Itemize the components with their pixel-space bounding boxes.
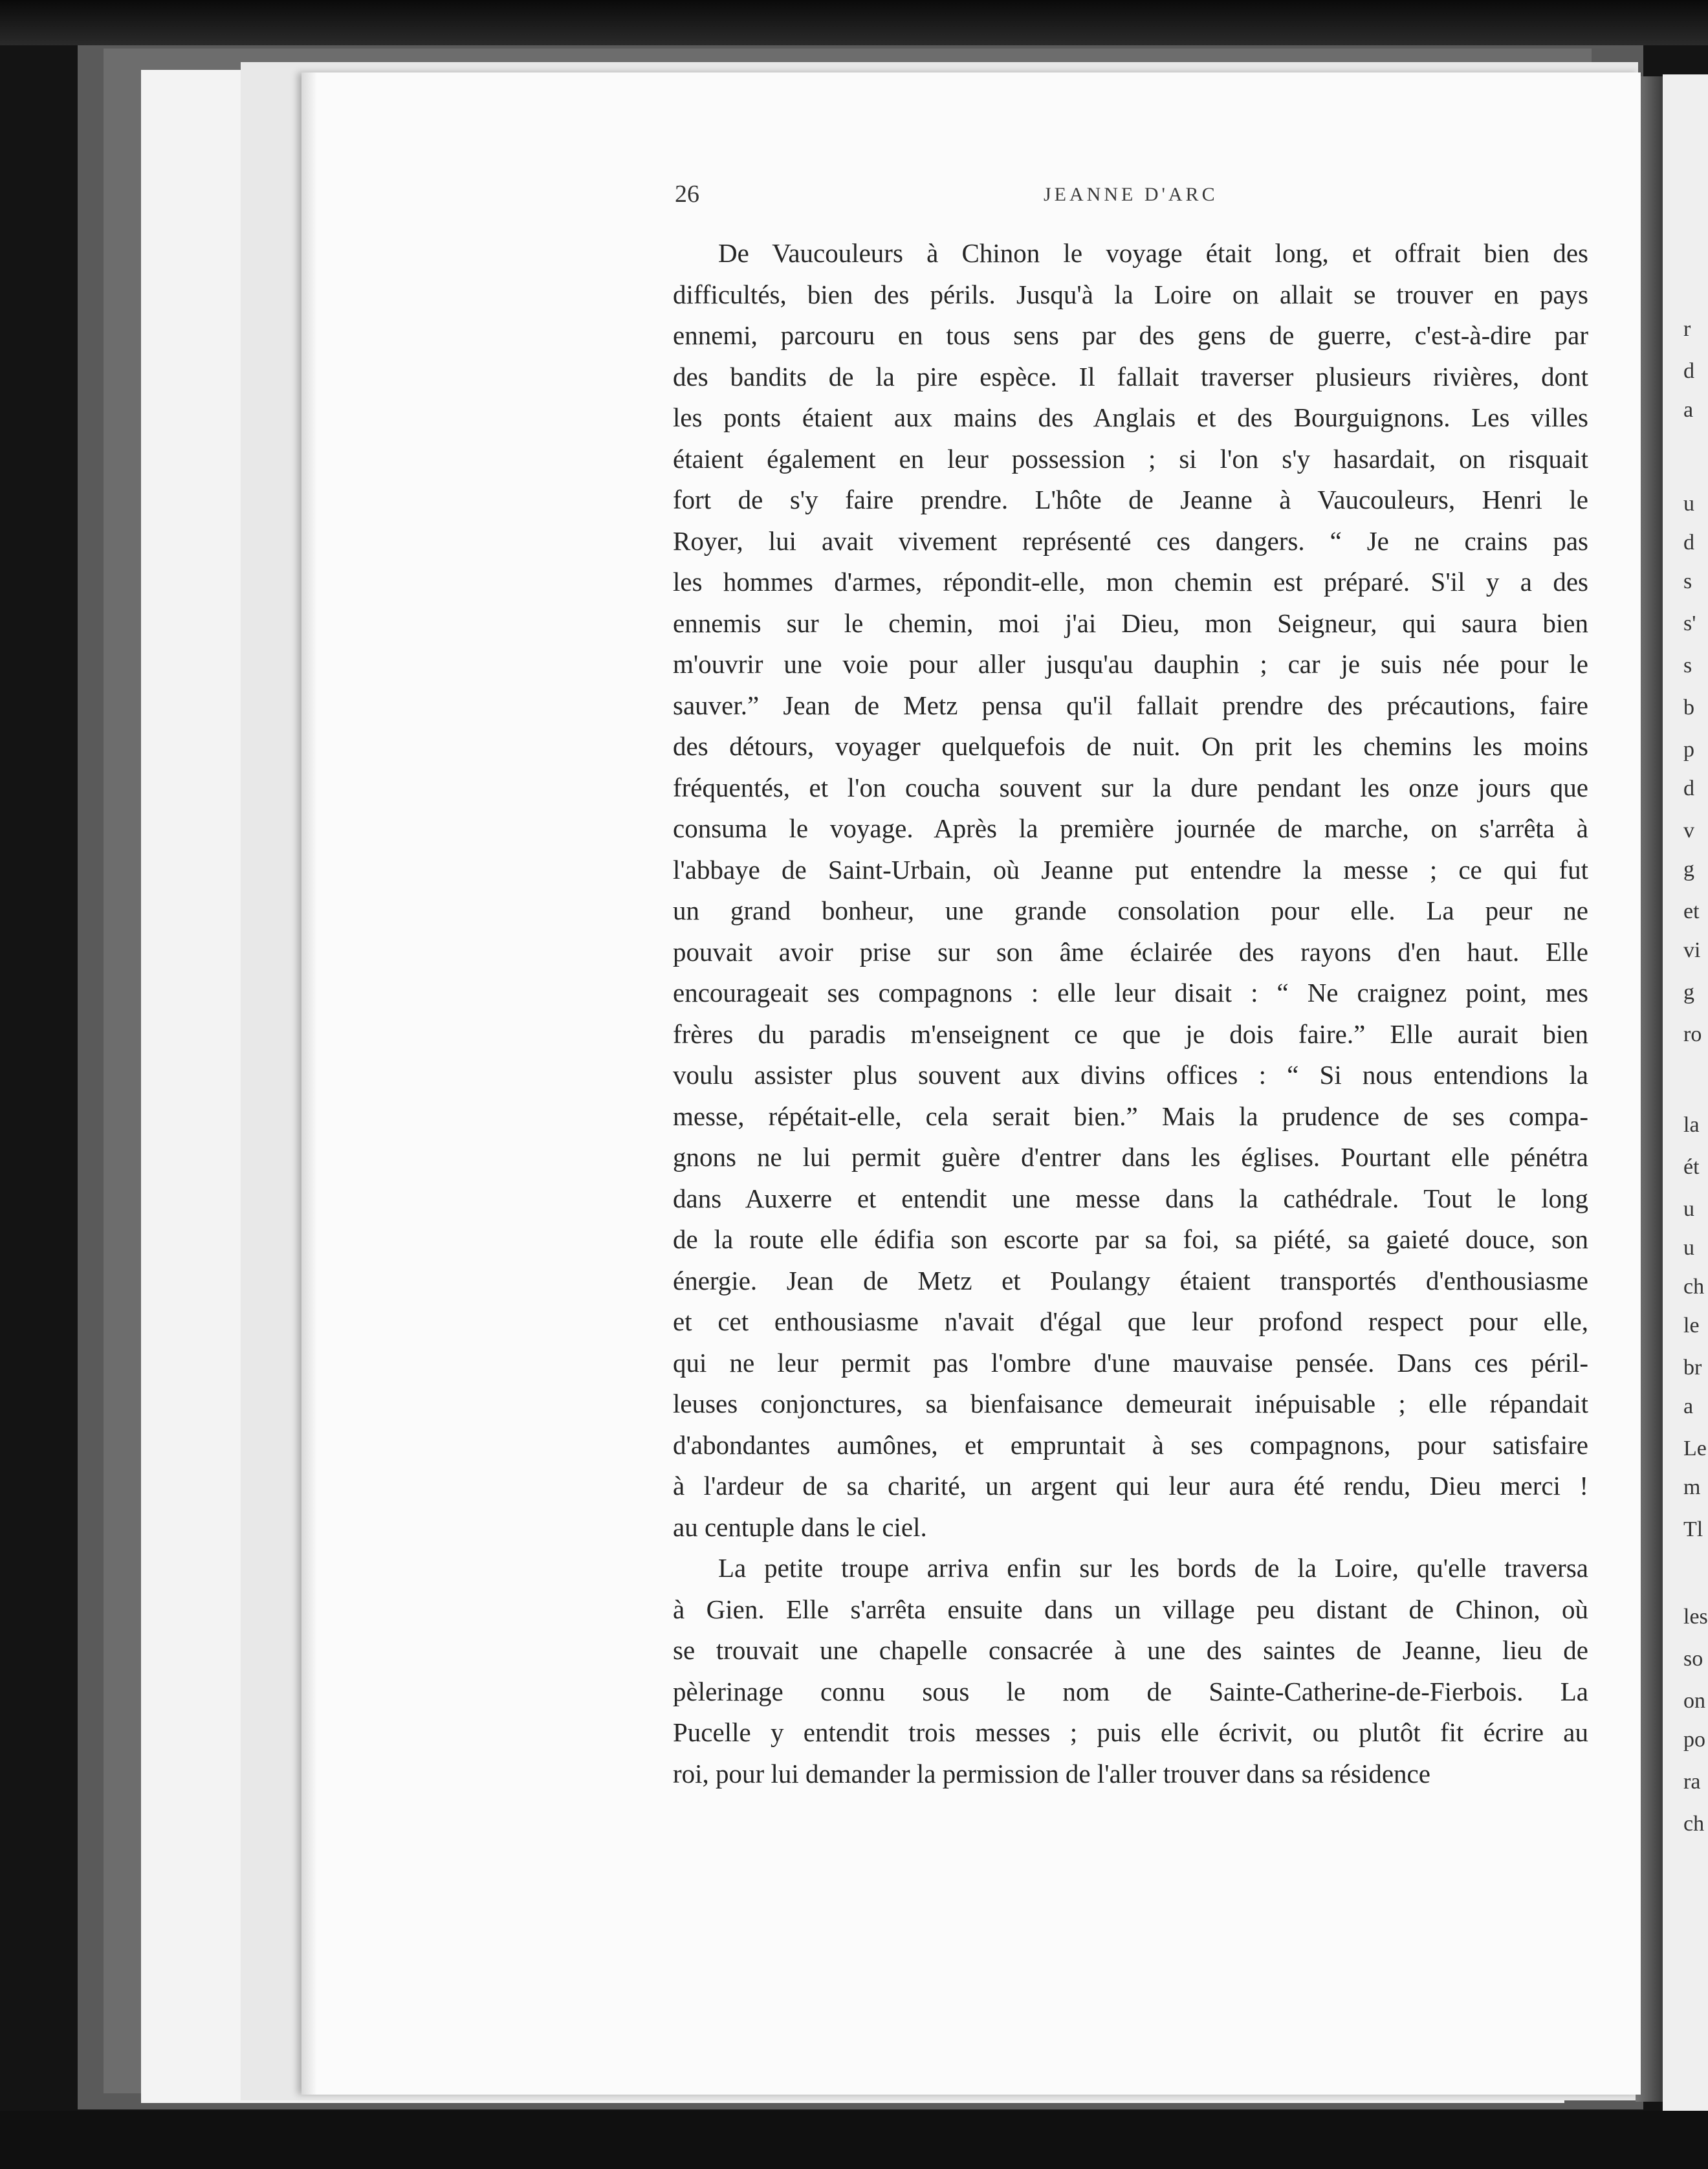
text-line: un grand bonheur, une grande consolation pour elle. La peur ne [673, 896, 1588, 925]
scanner-backdrop [0, 0, 1708, 45]
text-line: l'abbaye de Saint-Urbain, où Jeanne put entendre la messe ; ce qui fut [673, 854, 1588, 885]
text-line: dans Auxerre et entendit une messe dans la cathédrale. Tout le long [673, 1183, 1588, 1213]
facing-page-fragment: ch [1683, 1275, 1705, 1299]
text-line: pouvait avoir prise sur son âme éclairée des rayons d'en haut. Elle [673, 936, 1588, 967]
text-line: les hommes d'armes, répondit-elle, mon chemin est préparé. S'il y a des [673, 567, 1588, 597]
facing-page-fragment: s' [1683, 611, 1696, 635]
text-line: roi, pour lui demander la permission de l'aller trouver dans sa résidence [673, 1758, 1430, 1789]
facing-page-fragment: b [1683, 696, 1694, 720]
text-line: sauver.” Jean de Metz pensa qu'il fallait prendre des précautions, faire [673, 690, 1588, 720]
page-edge-shadow [301, 72, 317, 2095]
facing-page-fragment: Tl [1683, 1517, 1703, 1541]
text-line: ennemi, parcouru en tous sens par des gens de guerre, c'est-à-dire par [673, 320, 1588, 350]
text-line: et cet enthousiasme n'avait d'égal que leur profond respect pour elle, [673, 1306, 1588, 1336]
page-number: 26 [675, 181, 699, 208]
text-line: frères du paradis m'enseignent ce que je dois faire.” Elle aurait bien [673, 1018, 1588, 1049]
text-line: Pucelle y entendit trois messes ; puis elle écrivit, ou plutôt fit écrire au [673, 1717, 1588, 1747]
text-line: La petite troupe arriva enfin sur les bords de la Loire, qu'elle traversa [718, 1553, 1588, 1583]
facing-page-fragment: a [1683, 398, 1694, 422]
facing-page-fragment: u [1683, 1236, 1694, 1260]
text-line: De Vaucouleurs à Chinon le voyage était long, et offrait bien des [718, 238, 1588, 268]
facing-page-fragment: Le [1683, 1437, 1707, 1460]
facing-page-fragment: po [1683, 1728, 1705, 1752]
facing-page-fragment: br [1683, 1356, 1702, 1380]
facing-page-fragment: d [1683, 776, 1694, 800]
facing-page-fragment: so [1683, 1647, 1703, 1671]
facing-page-fragment: d [1683, 359, 1694, 383]
body-text [673, 233, 1588, 1794]
facing-page-fragment: g [1683, 980, 1694, 1004]
facing-page-fragment: u [1683, 1197, 1694, 1221]
facing-page-fragment: g [1683, 857, 1694, 881]
running-head [675, 180, 1587, 212]
text-line: fréquentés, et l'on coucha souvent sur la dure pendant les onze jours que [673, 772, 1588, 802]
text-line: consuma le voyage. Après la première journée de marche, on s'arrêta à [673, 813, 1588, 843]
text-line: à Gien. Elle s'arrêta ensuite dans un village peu distant de Chinon, où [673, 1594, 1588, 1624]
text-line: de la route elle édifia son escorte par sa foi, sa piété, sa gaieté douce, son [673, 1224, 1588, 1254]
text-line: qui ne leur permit pas l'ombre d'une mauvaise pensée. Dans ces péril- [673, 1347, 1588, 1378]
facing-page-fragment: r [1683, 317, 1691, 341]
facing-page-fragment: p [1683, 738, 1694, 762]
facing-page-fragment: a [1683, 1394, 1694, 1418]
text-line: voulu assister plus souvent aux divins offices : “ Si nous entendions la [673, 1060, 1588, 1090]
text-line: pèlerinage connu sous le nom de Sainte-Catherine-de-Fierbois. La [673, 1676, 1588, 1706]
text-line: étaient également en leur possession ; si l'on s'y hasardait, on risquait [673, 443, 1588, 474]
text-line: difficultés, bien des périls. Jusqu'à la Loire on allait se trouver en pays [673, 279, 1588, 309]
facing-page-fragment: les [1683, 1605, 1708, 1629]
facing-page-fragment: s [1683, 654, 1692, 677]
facing-page-fragment: s [1683, 569, 1692, 593]
facing-page-fragment: et [1683, 899, 1700, 923]
text-line: au centuple dans le ciel. [673, 1512, 927, 1542]
text-line: m'ouvrir une voie pour aller jusqu'au dauphin ; car je suis née pour le [673, 649, 1588, 679]
text-line: ennemis sur le chemin, moi j'ai Dieu, mon Seigneur, qui saura bien [673, 608, 1588, 638]
text-line: Royer, lui avait vivement représenté ces dangers. “ Je ne crains pas [673, 525, 1588, 556]
text-line: d'abondantes aumônes, et empruntait à ses compagnons, pour satisfaire [673, 1429, 1588, 1460]
facing-page-fragment: m [1683, 1475, 1701, 1499]
facing-page-edge [1663, 74, 1708, 2119]
paragraph [673, 1548, 1588, 1794]
text-line: énergie. Jean de Metz et Poulangy étaient transportés d'enthousiasme [673, 1265, 1588, 1295]
paragraph [673, 233, 1588, 1548]
facing-page-fragment: u [1683, 492, 1694, 516]
text-line: leuses conjonctures, sa bienfaisance demeurait inépuisable ; elle répandait [673, 1389, 1588, 1418]
facing-page-fragment: vi [1683, 938, 1701, 962]
facing-page-fragment: ét [1683, 1155, 1700, 1179]
facing-page-fragment: d [1683, 531, 1694, 555]
facing-page-fragment: v [1683, 819, 1694, 842]
text-line: encourageait ses compagnons : elle leur disait : “ Ne craignez point, mes [673, 978, 1588, 1007]
scanner-bottom [0, 2111, 1708, 2169]
text-line: fort de s'y faire prendre. L'hôte de Jeanne à Vaucouleurs, Henri le [673, 485, 1588, 514]
facing-page-fragment: ro [1683, 1022, 1702, 1046]
text-line: à l'ardeur de sa charité, un argent qui leur aura été rendu, Dieu merci ! [673, 1471, 1588, 1501]
facing-page-fragment: ch [1683, 1812, 1705, 1836]
facing-page-fragment: le [1683, 1314, 1700, 1338]
text-line: des détours, voyager quelquefois de nuit. On prit les chemins les moins [673, 731, 1588, 761]
text-line: messe, répétait-elle, cela serait bien.” Mais la prudence de ses compa- [673, 1101, 1588, 1131]
text-line: gnons ne lui permit guère d'entrer dans les églises. Pourtant elle pénétra [673, 1142, 1588, 1172]
facing-page-fragment: ra [1683, 1770, 1701, 1794]
text-line: se trouvait une chapelle consacrée à une des saintes de Jeanne, lieu de [673, 1635, 1588, 1665]
text-line: des bandits de la pire espèce. Il fallait traverser plusieurs rivières, dont [673, 361, 1588, 391]
facing-page-fragment: on [1683, 1689, 1705, 1713]
facing-page-fragment: la [1683, 1113, 1700, 1137]
text-line: les ponts étaient aux mains des Anglais et des Bourguignons. Les villes [673, 402, 1588, 432]
running-title: JEANNE D'ARC [1044, 184, 1218, 205]
